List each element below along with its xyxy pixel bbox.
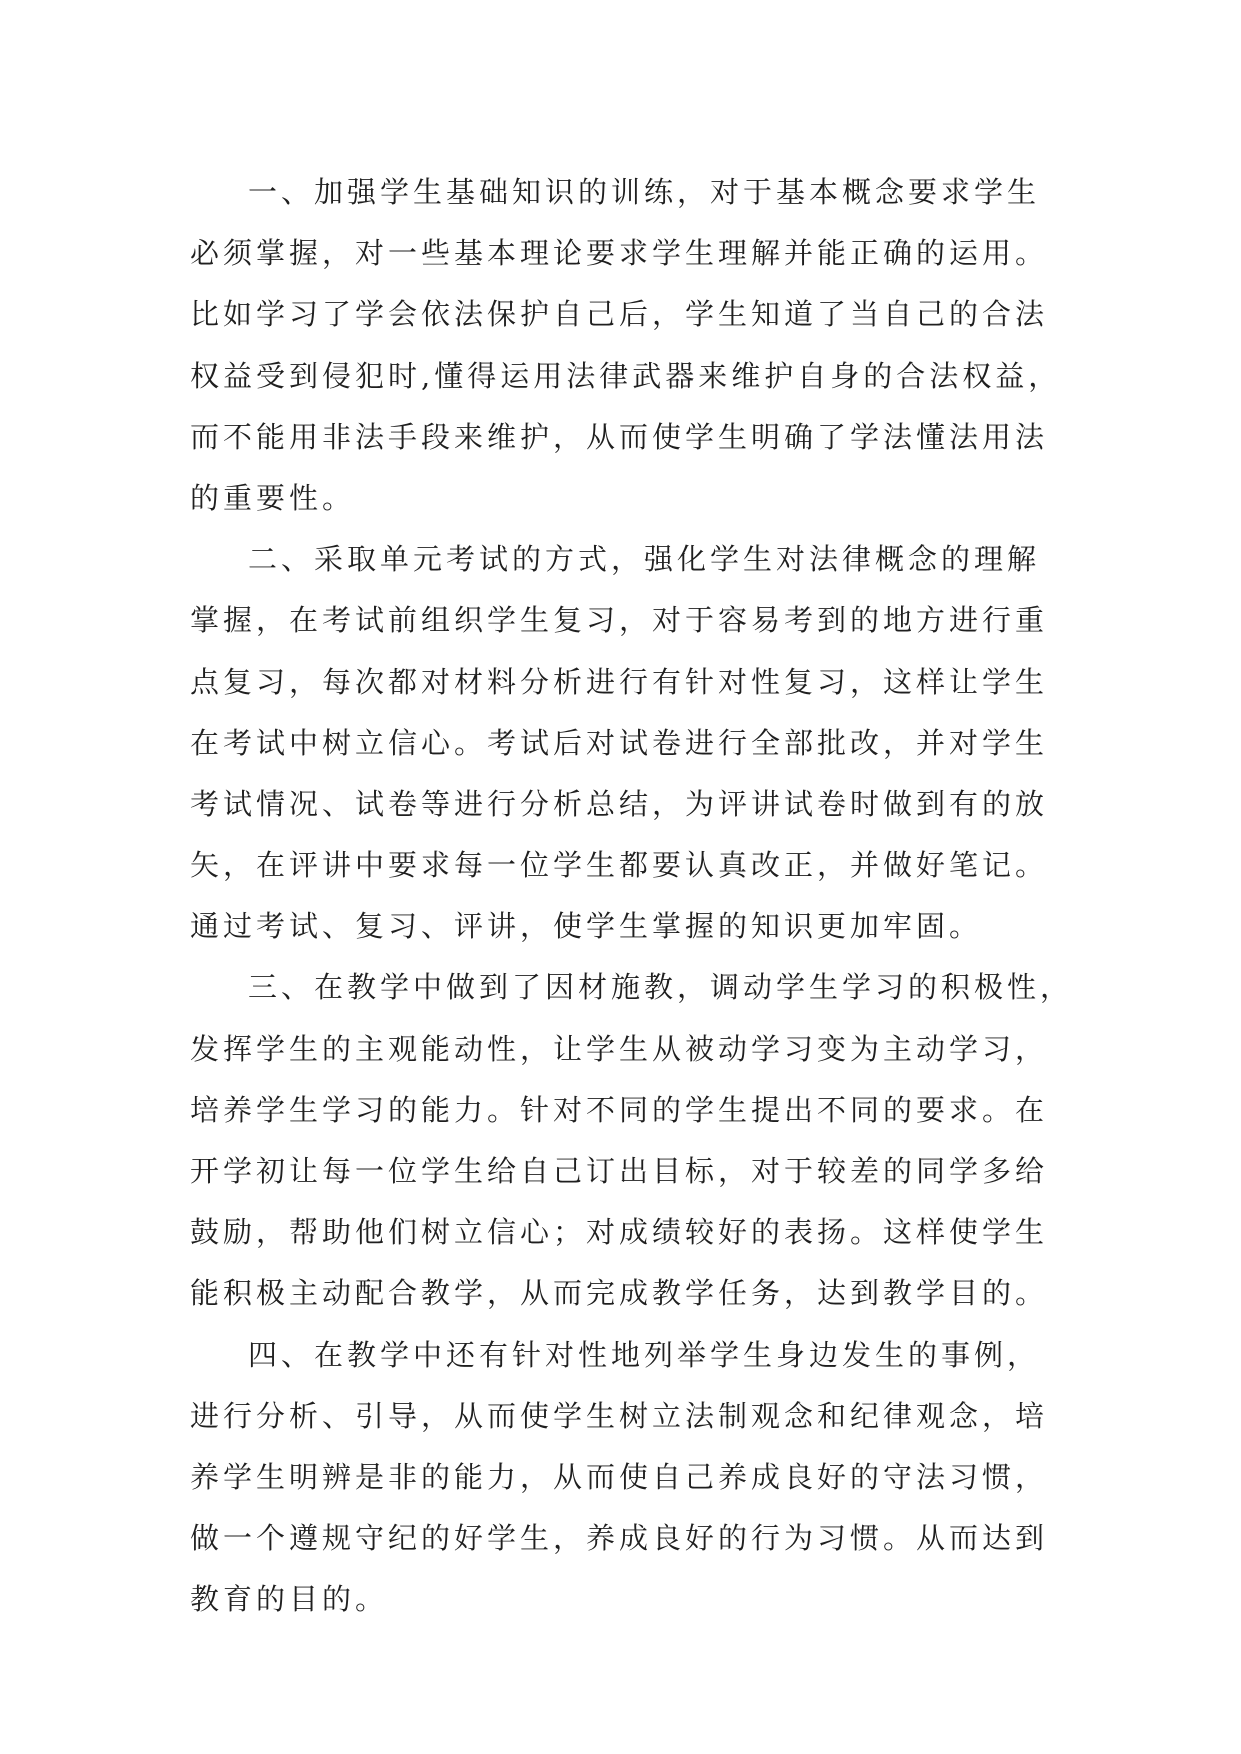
text-line: 鼓励，帮助他们树立信心；对成绩较好的表扬。这样使学生 xyxy=(190,1215,1049,1250)
text-line: 四、在教学中还有针对性地列举学生身边发生的事例， xyxy=(248,1337,1041,1372)
text-line: 矢，在评讲中要求每一位学生都要认真改正，并做好笔记。 xyxy=(190,848,1049,883)
paragraph-3 xyxy=(190,957,1074,1324)
text-line: 通过考试、复习、评讲，使学生掌握的知识更加牢固。 xyxy=(190,909,983,944)
text-line: 在考试中树立信心。考试后对试卷进行全部批改，并对学生 xyxy=(190,725,1049,760)
text-line: 培养学生学习的能力。针对不同的学生提出不同的要求。在 xyxy=(190,1092,1049,1127)
text-line: 点复习，每次都对材料分析进行有针对性复习，这样让学生 xyxy=(190,664,1049,699)
text-line: 考试情况、试卷等进行分析总结，为评讲试卷时做到有的放 xyxy=(190,786,1049,821)
text-line: 一、加强学生基础知识的训练，对于基本概念要求学生 xyxy=(248,175,1041,209)
text-line: 权益受到侵犯时,懂得运用法律武器来维护自身的合法权益， xyxy=(190,358,1062,393)
text-line: 教育的目的。 xyxy=(190,1582,389,1617)
text-line: 而不能用非法手段来维护，从而使学生明确了学法懂法用法 xyxy=(190,419,1049,454)
text-line: 三、在教学中做到了因材施教，调动学生学习的积极性， xyxy=(248,970,1074,1005)
text-line: 的重要性。 xyxy=(190,480,356,515)
text-line: 发挥学生的主观能动性，让学生从被动学习变为主动学习， xyxy=(190,1031,1049,1066)
text-line: 开学初让每一位学生给自己订出目标，对于较差的同学多给 xyxy=(190,1154,1049,1188)
text-line: 养学生明辨是非的能力，从而使自己养成良好的守法习惯， xyxy=(190,1459,1049,1494)
paragraph-4 xyxy=(190,1325,1060,1631)
text-line: 能积极主动配合教学，从而完成教学任务，达到教学目的。 xyxy=(190,1276,1049,1311)
text-line: 比如学习了学会依法保护自己后，学生知道了当自己的合法 xyxy=(190,297,1049,332)
text-line: 做一个遵规守纪的好学生，养成良好的行为习惯。从而达到 xyxy=(190,1521,1049,1556)
paragraph-1 xyxy=(190,162,1060,529)
document-body xyxy=(190,162,1074,1631)
text-line: 必须掌握，对一些基本理论要求学生理解并能正确的运用。 xyxy=(190,236,1049,271)
paragraph-2 xyxy=(190,529,1060,957)
text-line: 进行分析、引导，从而使学生树立法制观念和纪律观念，培 xyxy=(190,1398,1049,1433)
text-line: 二、采取单元考试的方式，强化学生对法律概念的理解 xyxy=(248,542,1041,577)
text-line: 掌握，在考试前组织学生复习，对于容易考到的地方进行重 xyxy=(190,603,1049,638)
